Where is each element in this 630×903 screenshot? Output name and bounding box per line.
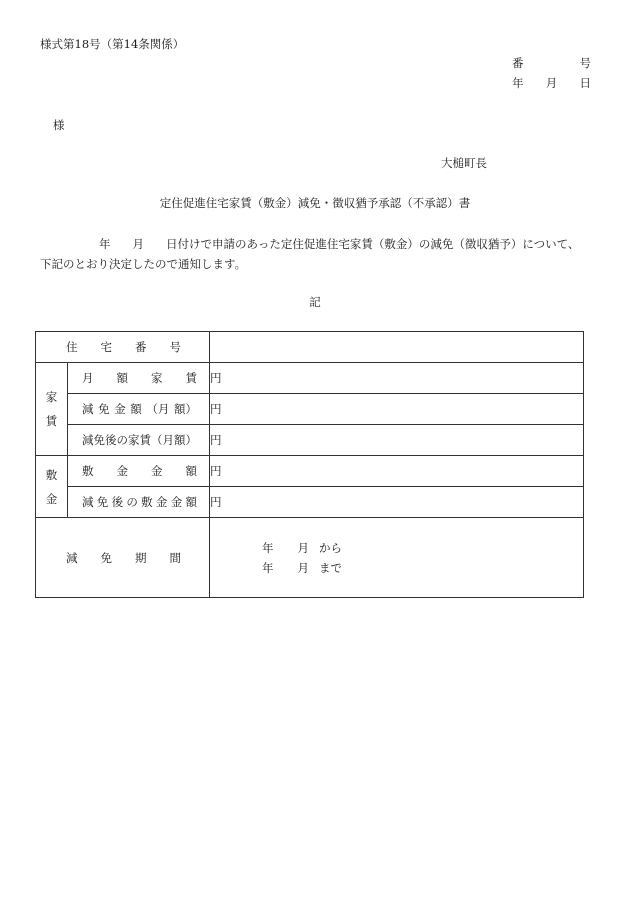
rent-after-reduction-label-cell: [68, 425, 210, 456]
table-row-reduction-period: [36, 518, 584, 598]
body-text: 日付けで申請のあった定住促進住宅家賃（敷金）の減免（徴収猶予）について、: [166, 237, 580, 251]
rent-group-char: 家: [45, 390, 58, 404]
label-char: 敷: [141, 495, 153, 509]
period-year: 年: [262, 560, 274, 575]
yen-unit: 円: [210, 371, 222, 385]
document-title: 定住促進住宅家賃（敷金）減免・徴収猶予承認（不承認）書: [159, 196, 471, 210]
date-year: 年: [512, 76, 524, 90]
label-char: 金: [116, 464, 128, 478]
label-char: 額: [116, 371, 128, 385]
label-char: （月: [146, 402, 170, 416]
label-char: 額: [185, 464, 197, 478]
body-line-2: 下記のとおり決定したので通知します。: [40, 257, 247, 271]
deposit-after-reduction-value-cell: [210, 487, 584, 518]
label-char: 減: [82, 495, 94, 509]
reduction-amount-label-cell: [68, 394, 210, 425]
label-char: 住: [66, 340, 78, 354]
label-char: 賃: [185, 371, 197, 385]
label-char: 月: [82, 371, 94, 385]
yen-unit: 円: [210, 495, 222, 509]
deposit-amount-value-cell: [210, 456, 584, 487]
rent-after-reduction-value-cell: [210, 425, 584, 456]
form-number-label: 様式第18号（第14条関係）: [40, 37, 185, 51]
label-char: 免: [100, 550, 112, 565]
period-from-line: [262, 538, 583, 558]
ki-heading: 記: [309, 295, 321, 309]
label-char: 宅: [100, 340, 112, 354]
label-char: 金: [114, 402, 126, 416]
body-month: 月: [132, 237, 144, 251]
label-char: 間: [169, 550, 181, 565]
deposit-amount-label-cell: [68, 456, 210, 487]
label-char: 免: [98, 402, 110, 416]
period-to-line: [262, 558, 583, 578]
label-char: 号: [169, 340, 181, 354]
label-char: の: [126, 495, 138, 509]
addressee-suffix: 様: [53, 118, 65, 132]
label-char: 額: [130, 402, 142, 416]
details-table: [35, 331, 584, 598]
label-char: 番: [135, 340, 147, 354]
label-char: 額）: [173, 402, 197, 416]
body-year: 年: [99, 237, 111, 251]
label-char: 免: [96, 495, 109, 509]
yen-unit: 円: [210, 464, 222, 478]
deposit-group-char: 敷: [45, 467, 58, 482]
label-char: 敷: [82, 464, 94, 478]
body-line-1: [99, 236, 579, 252]
label-text: 減免後の家賃（月額）: [82, 433, 197, 447]
reduction-amount-value-cell: [210, 394, 584, 425]
date-month: 月: [545, 76, 558, 90]
table-row-rent-after-reduction: [36, 425, 584, 456]
document-date-line: [512, 75, 591, 91]
period-month: 月: [297, 540, 309, 555]
table-row-house-number: [36, 332, 584, 363]
label-char: 家: [151, 371, 163, 385]
table-row-deposit-amount: [36, 456, 584, 487]
period-to-text: まで: [319, 560, 342, 575]
period-month: 月: [297, 560, 309, 575]
table-row-monthly-rent: [36, 363, 584, 394]
number-char: 号: [579, 56, 591, 70]
document-number-line: [512, 55, 591, 71]
date-day: 日: [579, 76, 591, 90]
deposit-group-char: 金: [45, 491, 58, 506]
number-char: 番: [512, 56, 524, 70]
yen-unit: 円: [210, 433, 222, 447]
deposit-after-reduction-label-cell: [68, 487, 210, 518]
label-char: 減: [82, 402, 94, 416]
yen-unit: 円: [210, 402, 222, 416]
house-number-value-cell: [210, 332, 584, 363]
rent-group-char: 賃: [45, 414, 58, 428]
rent-group-label: [36, 363, 68, 456]
issuer-name: 大槌町長: [441, 156, 487, 170]
label-char: 後: [111, 495, 124, 509]
reduction-period-label-cell: [36, 518, 210, 598]
label-char: 減: [66, 550, 78, 565]
period-from-text: から: [319, 540, 342, 555]
table-row-reduction-amount: [36, 394, 584, 425]
label-char: 期: [135, 550, 147, 565]
reduction-period-value-cell: [210, 518, 584, 598]
monthly-rent-value-cell: [210, 363, 584, 394]
label-char: 金: [170, 495, 183, 509]
monthly-rent-label-cell: [68, 363, 210, 394]
label-char: 金: [151, 464, 163, 478]
label-char: 金: [155, 495, 168, 509]
deposit-group-label: [36, 456, 68, 518]
house-number-label-cell: [36, 332, 210, 363]
period-year: 年: [262, 540, 274, 555]
label-char: 額: [185, 495, 197, 509]
table-row-deposit-after-reduction: [36, 487, 584, 518]
